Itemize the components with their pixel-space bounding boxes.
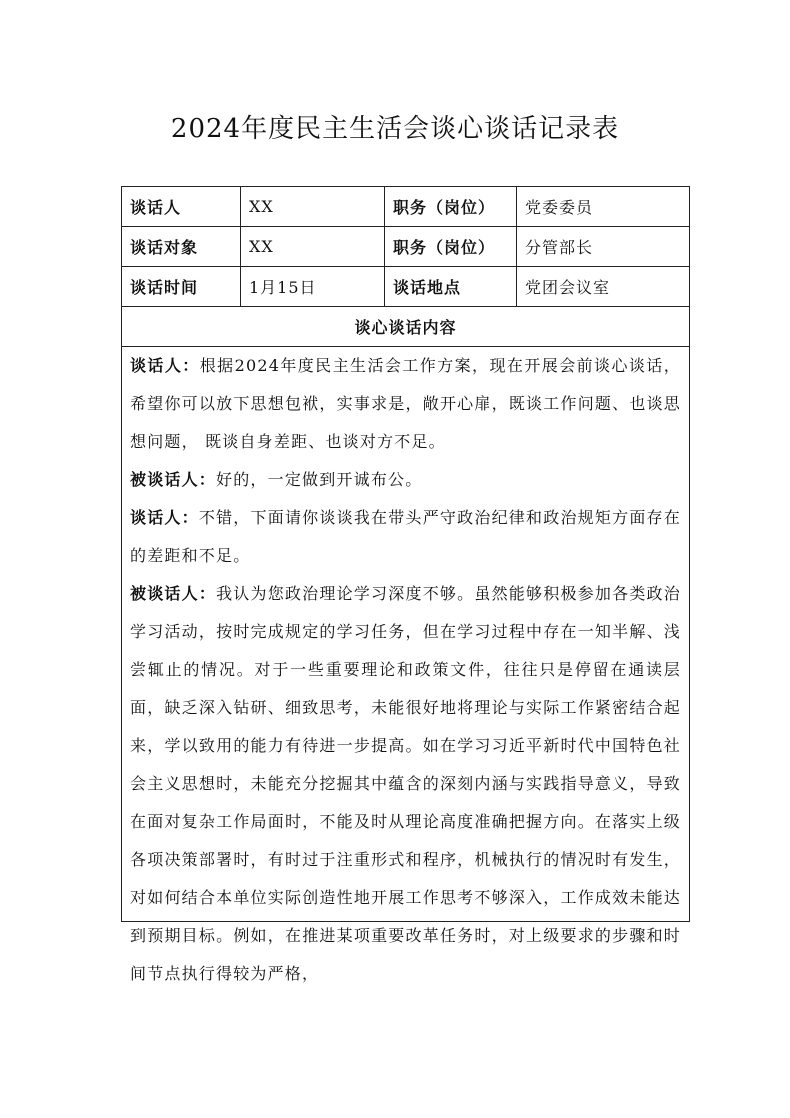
section-title: 谈心谈话内容 — [122, 307, 690, 347]
dialogue-paragraph — [130, 499, 681, 575]
table-row — [122, 187, 690, 227]
listener-value: XX — [241, 227, 385, 267]
dialogue-body — [130, 347, 681, 983]
speaker-position-label: 职务（岗位） — [385, 187, 517, 227]
dialogue-speaker: 谈话人： — [130, 356, 200, 375]
document-title: 2024年度民主生活会谈心谈话记录表 — [170, 114, 620, 144]
listener-position-label: 职务（岗位） — [385, 227, 517, 267]
dialogue-speaker: 谈话人： — [130, 508, 199, 527]
speaker-position-value: 党委委员 — [517, 187, 690, 227]
time-label: 谈话时间 — [122, 267, 241, 307]
dialogue-text: 我认为您政治理论学习深度不够。虽然能够积极参加各类政治学习活动，按时完成规定的学习任务，但在学习过程中存在一知半解、浅尝辄止的情况。对于一些重要理论和政策文件，往往只是停留在通读层面，缺乏深入钻研、细致思考，未能很好地将理论与实际工作紧密结合起来，学以致用的能力有待进一步提高。如在学习习近平新时代中国特色社会主义思想时，未能充分挖掘其中蕴含的深刻内涵与实践指导意义，导致在面对复杂工作局面时，不能及时从理论高度准确把握方向。在落实上级各项决策部署时，有时过于注重形式和程序，机械执行的情况时有发生，对如何结合本单位实际创造性地开展工作思考不够深入，工作成效未能达到预期目标。例如，在推进某项重要改革任务时，对上级要求的步骤和时间节点执行得较为严格， — [130, 584, 681, 983]
time-value: 1月15日 — [241, 267, 385, 307]
dialogue-text: 好的，一定做到开诚布公。 — [216, 470, 423, 489]
dialogue-text: 根据2024年度民主生活会工作方案，现在开展会前谈心谈话，希望你可以放下思想包袱，实事求是，敞开心扉，既谈工作问题、也谈思想问题， 既谈自身差距、也谈对方不足。 — [130, 356, 681, 451]
table-row — [122, 227, 690, 267]
dialogue-speaker: 被谈话人： — [130, 470, 217, 489]
record-table — [121, 186, 690, 983]
table-row — [122, 347, 690, 922]
location-label: 谈话地点 — [385, 267, 517, 307]
dialogue-paragraph — [130, 461, 681, 499]
dialogue-speaker: 被谈话人： — [130, 584, 217, 603]
dialogue-text: 不错，下面请你谈谈我在带头严守政治纪律和政治规矩方面存在的差距和不足。 — [130, 508, 681, 565]
speaker-label: 谈话人 — [122, 187, 241, 227]
dialogue-cell — [122, 347, 690, 983]
dialogue-paragraph — [130, 575, 681, 993]
table-row — [122, 307, 690, 347]
speaker-value: XX — [241, 187, 385, 227]
location-value: 党团会议室 — [517, 267, 690, 307]
dialogue-paragraph — [130, 347, 681, 461]
listener-position-value: 分管部长 — [517, 227, 690, 267]
table-row — [122, 267, 690, 307]
listener-label: 谈话对象 — [122, 227, 241, 267]
